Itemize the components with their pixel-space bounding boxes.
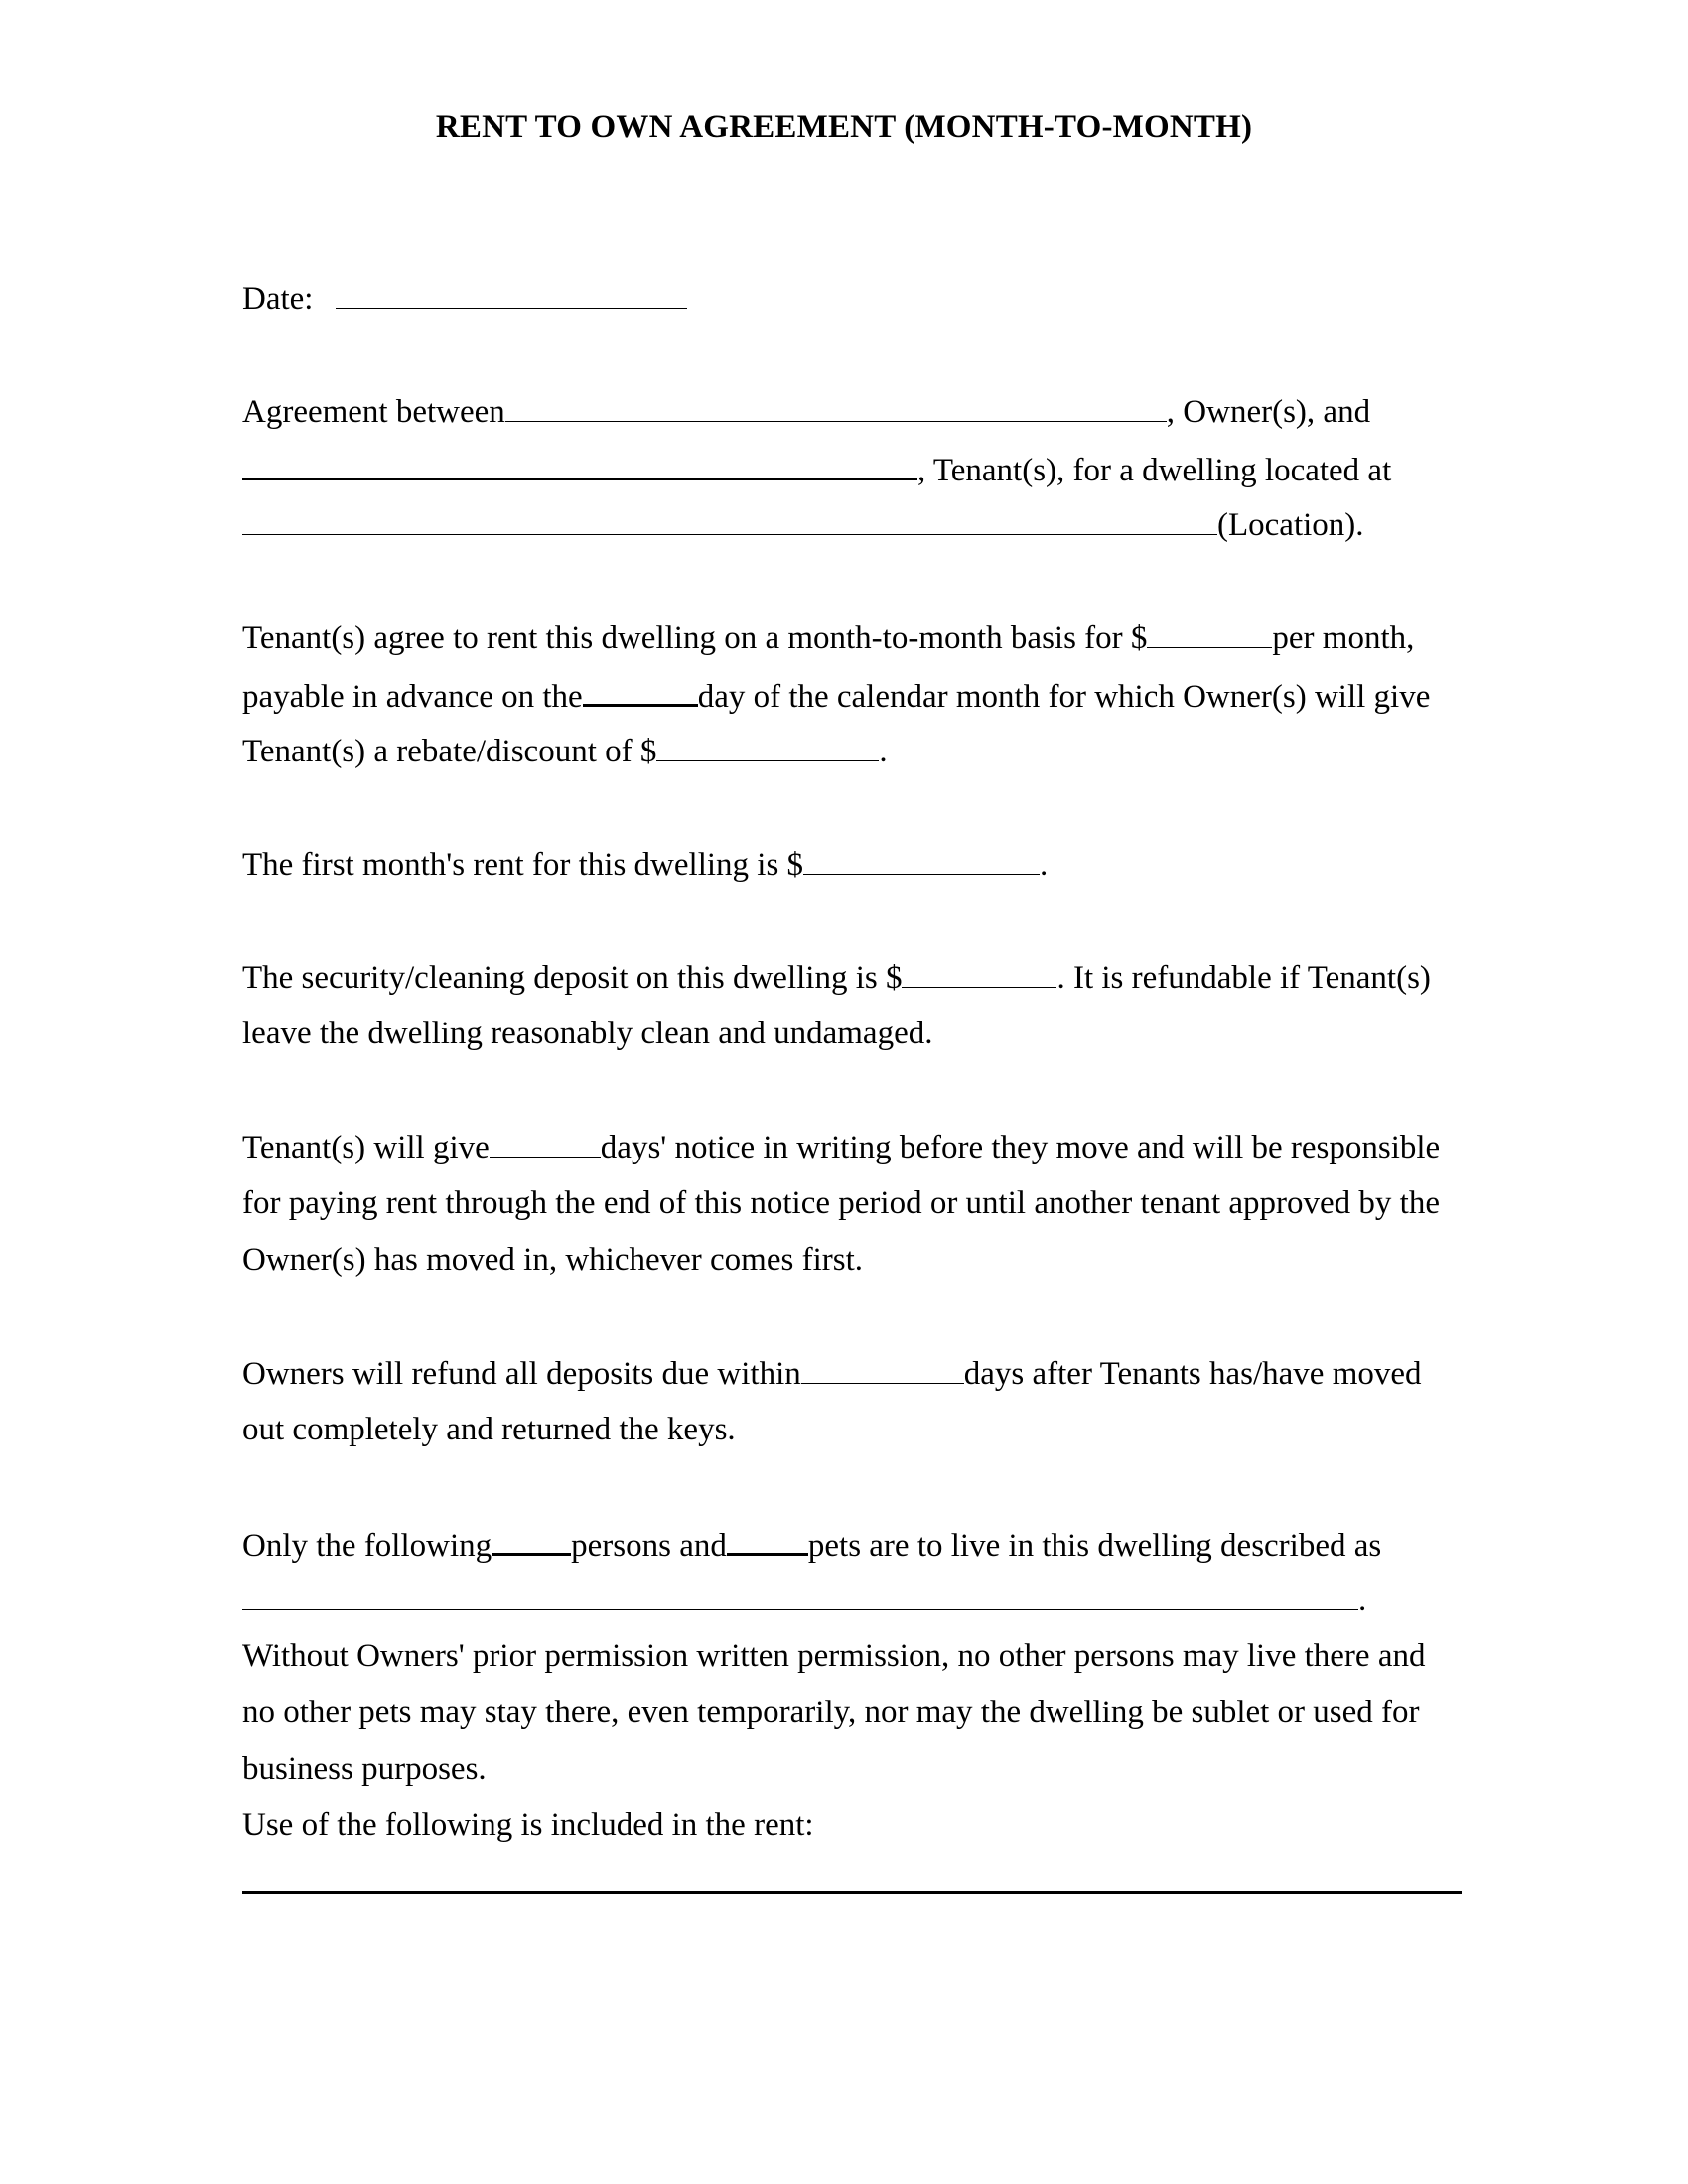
occupants-mid: persons and — [571, 1528, 727, 1564]
refund-days-blank[interactable] — [801, 1353, 964, 1384]
agreement-line-1 — [242, 391, 1370, 432]
agreement-prefix: Agreement between — [242, 394, 505, 430]
rent-prefix: Tenant(s) agree to rent this dwelling on a month-to-month basis for $ — [242, 620, 1148, 656]
date-blank[interactable] — [336, 278, 687, 309]
refund-suffix: days after Tenants has/have moved — [963, 1356, 1422, 1392]
deposit-suffix: . It is refundable if Tenant(s) — [1056, 960, 1431, 996]
notice-line-2: for paying rent through the end of this notice period or until another tenant approved by the — [242, 1185, 1440, 1221]
permission-line-1: Without Owners' prior permission written permission, no other persons may live there and — [242, 1638, 1426, 1674]
occupants-line-1 — [242, 1523, 1381, 1566]
rebate-blank[interactable] — [656, 731, 879, 761]
rebate-suffix: . — [879, 734, 888, 769]
included-items-blank[interactable] — [242, 1891, 1462, 1894]
persons-count-blank[interactable] — [492, 1523, 571, 1556]
refund-line-1 — [242, 1353, 1422, 1394]
rent-line-3 — [242, 731, 888, 771]
refund-prefix: Owners will refund all deposits due within — [242, 1356, 801, 1392]
deposit-line-2: leave the dwelling reasonably clean and undamaged. — [242, 1016, 933, 1051]
pets-count-blank[interactable] — [727, 1523, 808, 1556]
rebate-prefix: Tenant(s) a rebate/discount of $ — [242, 734, 657, 769]
owner-name-blank[interactable] — [505, 391, 1167, 422]
rent-line-1 — [242, 617, 1414, 658]
first-month-prefix: The first month's rent for this dwelling is $ — [242, 847, 804, 883]
deposit-line-1 — [242, 957, 1431, 998]
tenant-name-blank[interactable] — [242, 448, 917, 480]
agreement-line-3 — [242, 504, 1364, 545]
location-blank[interactable] — [242, 504, 1217, 535]
location-suffix: (Location). — [1217, 507, 1364, 543]
occupants-description-suffix: . — [1358, 1582, 1367, 1618]
refund-line-2: out completely and returned the keys. — [242, 1412, 736, 1447]
agreement-owner-suffix: , Owner(s), and — [1166, 394, 1371, 430]
first-month-suffix: . — [1040, 847, 1049, 883]
agreement-tenant-suffix: , Tenant(s), for a dwelling located at — [917, 453, 1392, 488]
notice-prefix: Tenant(s) will give — [242, 1130, 490, 1165]
notice-line-1 — [242, 1127, 1440, 1167]
occupants-line-2 — [242, 1579, 1366, 1620]
notice-line-3: Owner(s) has moved in, whichever comes first. — [242, 1242, 863, 1278]
agreement-line-2 — [242, 448, 1391, 490]
monthly-rent-blank[interactable] — [1147, 617, 1272, 648]
occupants-description-blank[interactable] — [242, 1579, 1358, 1610]
date-label: Date: — [242, 281, 314, 317]
deposit-prefix: The security/cleaning deposit on this dwelling is $ — [242, 960, 903, 996]
first-month-rent-blank[interactable] — [803, 844, 1040, 875]
notice-suffix: days' notice in writing before they move and will be responsible — [600, 1130, 1441, 1165]
included-label: Use of the following is included in the rent: — [242, 1807, 814, 1843]
permission-line-3: business purposes. — [242, 1751, 487, 1787]
occupants-suffix: pets are to live in this dwelling described as — [807, 1528, 1382, 1564]
rent-per-month: per month, — [1272, 620, 1415, 656]
document-title: RENT TO OWN AGREEMENT (MONTH-TO-MONTH) — [435, 109, 1253, 145]
first-month-line — [242, 844, 1048, 885]
payable-suffix: day of the calendar month for which Owner(s) will give — [697, 679, 1431, 715]
payment-day-blank[interactable] — [583, 674, 698, 707]
notice-days-blank[interactable] — [490, 1127, 601, 1158]
occupants-prefix: Only the following — [242, 1528, 492, 1564]
deposit-blank[interactable] — [902, 957, 1056, 988]
date-line — [242, 278, 687, 319]
permission-line-2: no other pets may stay there, even temporarily, nor may the dwelling be sublet or used for — [242, 1695, 1420, 1730]
rent-line-2 — [242, 674, 1430, 717]
payable-prefix: payable in advance on the — [242, 679, 583, 715]
